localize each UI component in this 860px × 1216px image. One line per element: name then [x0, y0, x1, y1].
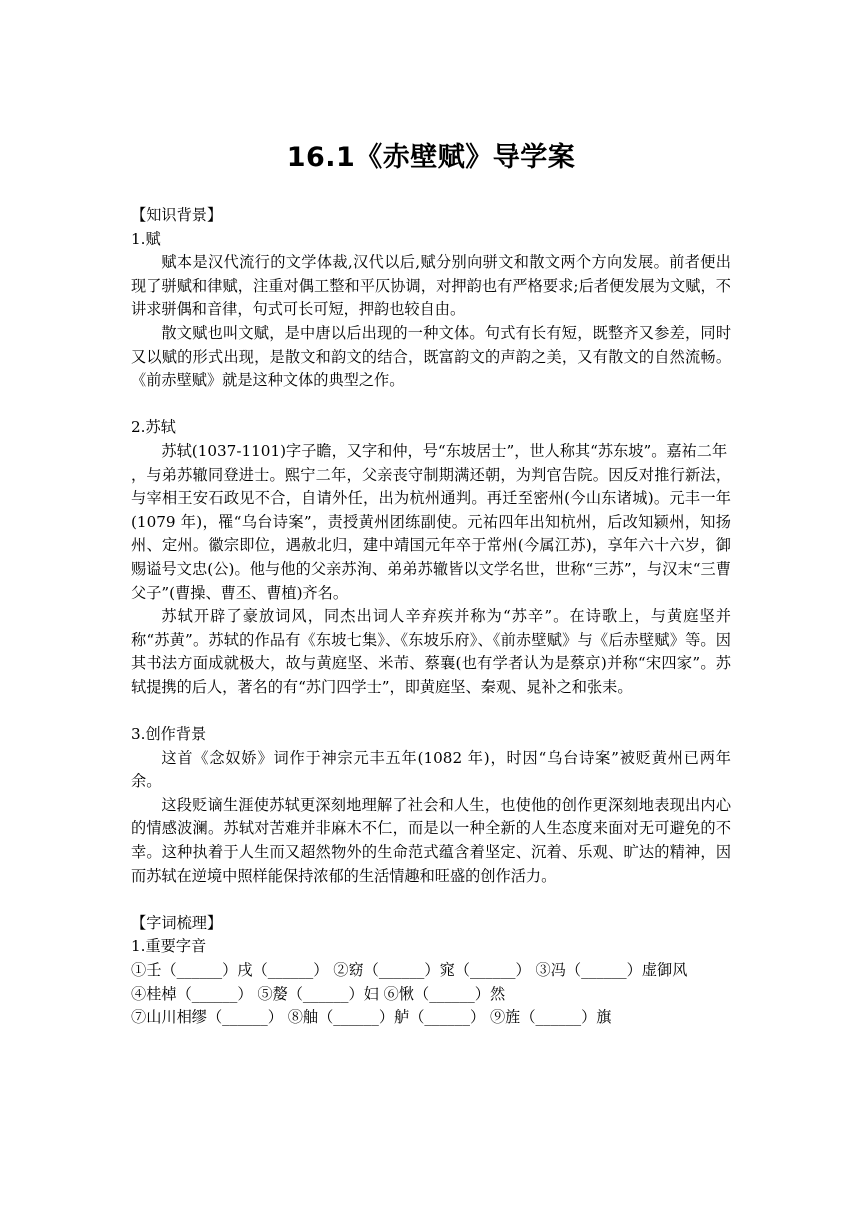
subheading-pronunciation: 1.重要字音 [131, 937, 207, 956]
paragraph-fu-1: 赋本是汉代流行的文学体裁,汉代以后,赋分别向骈文和散文两个方向发展。前者便出现了骈赋和律赋，注重对偶工整和平仄协调，对押韵也有严格要求;后者便发展为文赋，不讲求骈偶和音律，句式可长可短，押韵也较自由。 [131, 253, 731, 319]
spacer [131, 699, 731, 723]
subheading-sushi: 2.苏轼 [131, 418, 176, 437]
paragraph-sushi-2: 苏轼开辟了豪放词风，同杰出词人辛弃疾并称为“苏辛”。在诗歌上，与黄庭坚并称“苏黄”。苏轼的作品有《东坡七集》、《东坡乐府》、《前赤壁赋》与《后赤壁赋》等。因其书法方面成就极大，故与黄庭坚、米芾、蔡襄(也有学者认为是蔡京)并称“宋四家”。苏轼提携的后人，著名的有“苏门四学士”，即黄庭坚、秦观、晁补之和张耒。 [131, 607, 731, 696]
subheading-creation-background: 3.创作背景 [131, 725, 207, 744]
exercise-line-1: ①壬（______）戌（______） ②窈（______）窕（______） ③冯（______）虚御风 [131, 961, 688, 979]
section-heading-knowledge-background: 【知识背景】 [131, 206, 223, 224]
paragraph-background-2: 这段贬谪生涯使苏轼更深刻地理解了社会和人生，也使他的创作更深刻地表现出内心的情感波澜。苏轼对苦难并非麻木不仁，而是以一种全新的人生态度来面对无可避免的不幸。这种执着于人生而又超然物外的生命范式蕴含着坚定、沉着、乐观、旷达的精神，因而苏轼在逆境中照样能保持浓郁的生活情趣和旺盛的创作活力。 [131, 795, 731, 885]
paragraph-sushi-1a: 苏轼(1037-1101)字子瞻，又字和仲，号“东坡居士”，世人称其“苏东坡”。嘉祐二年 [161, 441, 728, 460]
paragraph-sushi-1b: ，与弟苏辙同登进士。熙宁二年，父亲丧守制期满还朝，为判官告院。因反对推行新法，与宰相王安石政见不合，自请外任，出为杭州通判。再迁至密州(今山东诸城)。元丰一年(1079 年)，罹“乌台诗案”，责授黄州团练副使。元祐四年出知杭州，后改知颍州，知扬州、定州。徽宗即位，遇赦北归，建中靖国元年卒于常州(今属江苏)，享年六十六岁，御赐谥号文忠(公)。他与他的父亲苏洵、弟弟苏辙皆以文学名世，世称“三苏”，与汉末“三曹父子”(曹操、曹丕、曹植)齐名。 [131, 465, 731, 602]
paragraph-background-1: 这首《念奴娇》词作于神宗元丰五年(1082 年)，时因“乌台诗案”被贬黄州已两年余。 [131, 748, 731, 791]
exercise-line-3: ⑦山川相缪（______） ⑧舳（______）舻（______） ⑨旌（______）旗 [131, 1008, 612, 1027]
exercise-line-2: ④桂棹（______） ⑤嫠（______）妇 ⑥愀（______）然 [131, 984, 506, 1003]
paragraph-fu-2: 散文赋也叫文赋，是中唐以后出现的一种文体。句式有长有短，既整齐又参差，同时又以赋的形式出现，是散文和韵文的结合，既富韵文的声韵之美，又有散文的自然流畅。《前赤壁赋》就是这种文体的典型之作。 [131, 323, 731, 390]
subheading-fu: 1.赋 [131, 229, 161, 248]
document-body [131, 204, 731, 1030]
spacer [131, 888, 731, 912]
spacer [131, 393, 731, 417]
section-heading-vocabulary: 【字词梳理】 [131, 913, 223, 932]
page-title: 16.1《赤壁赋》导学案 [286, 142, 576, 173]
